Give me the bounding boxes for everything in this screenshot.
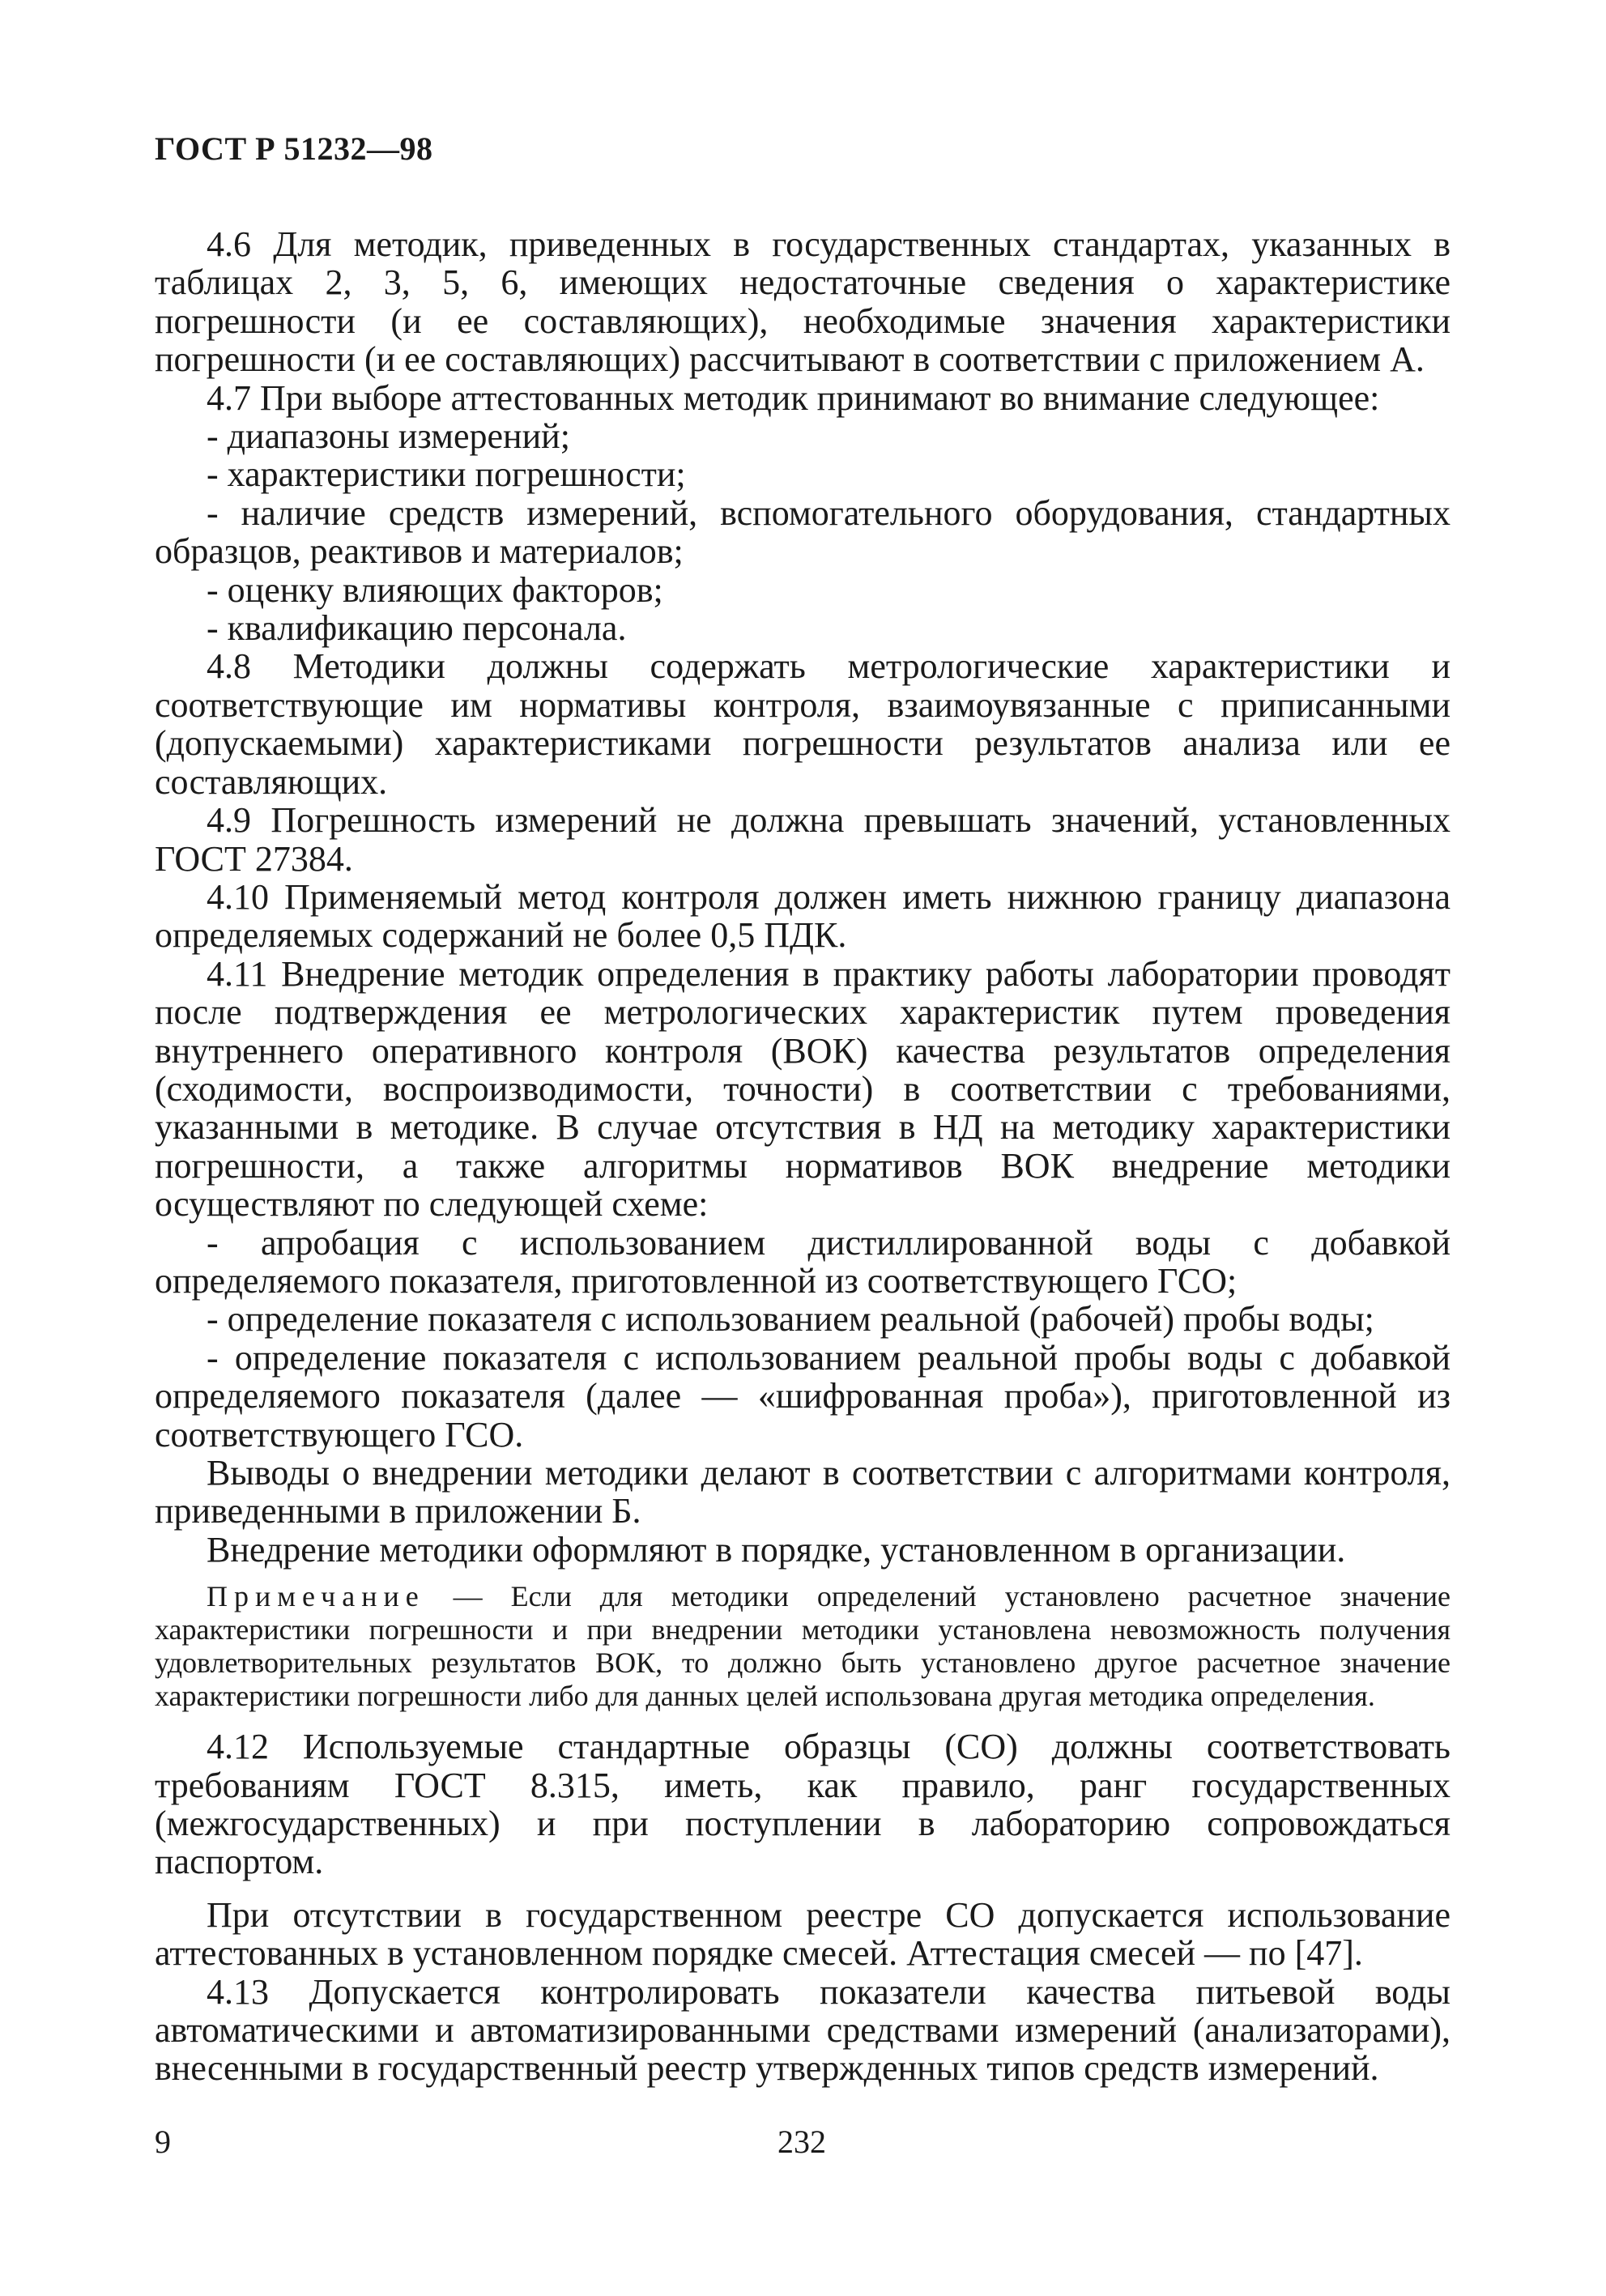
paragraph-4-6: 4.6 Для методик, приведенных в государственных стандартах, указанных в таблицах 2, 3, 5, 6, имеющих недостаточные сведения о характеристике погрешности (и ее составляющих), необходимые значения характеристики погрешности (и ее составляющих) рассчитывают в соответствии с приложением А. [155,224,1451,380]
list-item: - наличие средств измерений, вспомогательного оборудования, стандартных образцов, реактивов и материалов; [155,492,1451,572]
list-item: - определение показателя с использованием реальной (рабочей) пробы воды; [207,1299,1374,1340]
paragraph: Выводы о внедрении методики делают в соответствии с алгоритмами контроля, приведенными в приложении Б. [155,1453,1451,1531]
note [155,1580,1451,1713]
paragraph-4-10: 4.10 Применяемый метод контроля должен иметь нижнюю границу диапазона определяемых содержаний не более 0,5 ПДК. [155,876,1451,956]
page-number-left: 9 [155,2123,171,2160]
paragraph-4-13: 4.13 Допускается контролировать показатели качества питьевой воды автоматическими и автоматизированными средствами измерений (анализаторами), внесенными в государственный реестр утвержденных типов средств измерений. [155,1971,1451,2089]
paragraph-4-7: 4.7 При выборе аттестованных методик принимают во внимание следующее: [207,377,1380,418]
document-body [155,225,1451,2088]
list-item: - оценку влияющих факторов; [207,569,663,610]
paragraph-4-8: 4.8 Методики должны содержать метрологические характеристики и соответствующие им нормативы контроля, взаимоувязанные с приписанными (допускаемыми) характеристиками погрешности результатов анализа или ее составляющих. [155,646,1451,802]
list-item: - квалификацию персонала. [207,608,627,649]
paragraph-4-11: 4.11 Внедрение методик определения в практику работы лаборатории проводят после подтверждения ее метрологических характеристик путем проведения внутреннего оперативного контроля (ВОК) качества результатов определения (сходимости, воспроизводимости, точности) в соответствии с требованиями, указанными в методике. В случае отсутствия в НД на методику характеристики погрешности, а также алгоритмы нормативов ВОК внедрение методики осуществляют по следующей схеме: [155,953,1451,1225]
note-text: — Если для методики определений установлено расчетное значение характеристики погрешности и при внедрении методики установлена невозможность получения удовлетворительных результатов ВОК, то должно быть установлено другое расчетное значение характеристики погрешности либо для данных целей использована другая методика определения. [155,1580,1451,1713]
document-header: ГОСТ Р 51232—98 [155,130,433,167]
list-item: - апробация с использованием дистиллированной воды с добавкой определяемого показателя, приготовленной из соответствующего ГСО; [155,1222,1451,1301]
list-item: - характеристики погрешности; [207,454,686,495]
paragraph-4-9: 4.9 Погрешность измерений не должна превышать значений, установленных ГОСТ 27384. [155,800,1451,879]
page-number-center: 232 [777,2123,826,2160]
list-item: - диапазоны измерений; [207,416,570,457]
paragraph: Внедрение методики оформляют в порядке, установленном в организации. [207,1529,1346,1570]
note-label: Примечание [207,1580,425,1613]
paragraph-4-12: 4.12 Используемые стандартные образцы (СО) должны соответствовать требованиям ГОСТ 8.315, иметь, как правило, ранг государственных (межгосударственных) и при поступлении в лабораторию сопровождаться паспортом. [155,1727,1451,1882]
paragraph: При отсутствии в государственном реестре СО допускается использование аттестованных в установленном порядке смесей. Аттестация смесей — по [47]. [155,1894,1451,1974]
list-item: - определение показателя с использованием реальной пробы воды с добавкой определяемого показателя (далее — «шифрованная проба»), приготовленной из соответствующего ГСО. [155,1337,1451,1455]
